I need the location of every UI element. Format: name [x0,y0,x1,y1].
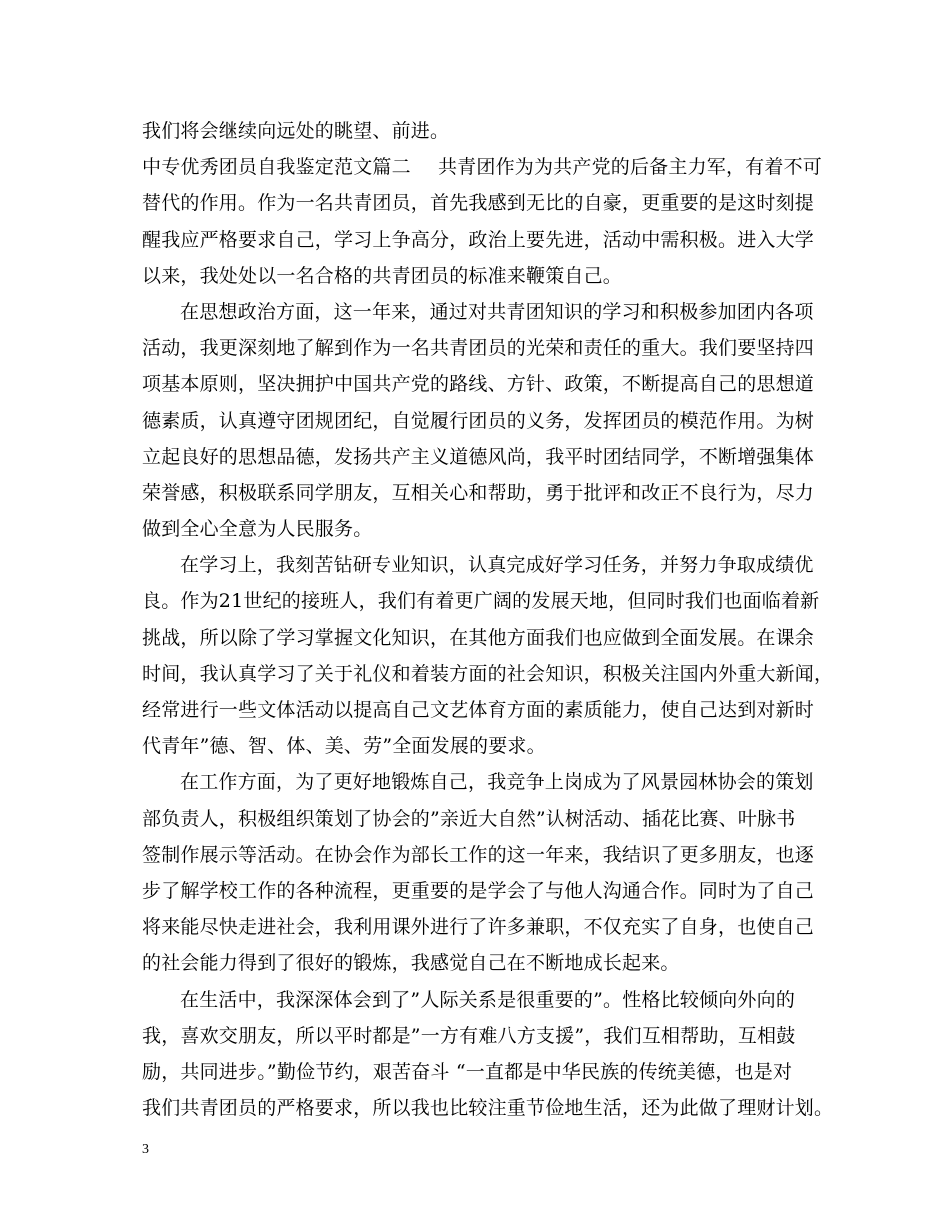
paragraph-5-line-1: 在生活中，我深深体会到了”人际关系是很重要的”。性格比较倾向外向的 [180,988,796,1011]
paragraph-4-line-5: 将来能尽快走进社会，我利用课外进行了许多兼职，不仅充实了自身，也使自己 [142,916,815,939]
paragraph-2-line-6: 荣誉感，积极联系同学朋友，互相关心和帮助，勇于批评和改正不良行为，尽力 [142,481,815,504]
intro-line: 我们将会继续向远处的眺望、前进。 [142,120,450,142]
paragraph-3-line-1: 在学习上，我刻苦钻研专业知识，认真完成好学习任务，并努力争取成绩优 [180,554,814,577]
document-body [142,113,834,1126]
paragraph-4-line-3: 签制作展示等活动。在协会作为部长工作的这一年来，我结识了更多朋友，也逐 [142,843,815,866]
paragraph-2-line-3: 项基本原则，坚决拥护中国共产党的路线、方针、政策，不断提高自己的思想道 [142,373,815,396]
paragraph-2-line-5: 立起良好的思想品德，发扬共产主义道德风尚，我平时团结同学，不断增强集体 [142,445,815,468]
paragraph-1-line-3: 醒我应严格要求自己，学习上争高分，政治上要先进，活动中需积极。进入大学 [142,228,815,251]
paragraph-1-line-1: 共青团作为为共产党的后备主力军，有着不可 [437,156,822,179]
paragraph-4-line-4: 步了解学校工作的各种流程，更重要的是学会了与他人沟通合作。同时为了自己 [142,879,815,902]
paragraph-3-line-2: 良。作为21世纪的接班人，我们有着更广阔的发展天地，但同时我们也面临着新 [142,590,820,613]
paragraph-1-line-2: 替代的作用。作为一名共青团员，首先我感到无比的自豪，更重要的是这时刻提 [142,192,815,215]
paragraph-2-line-7: 做到全心全意为人民服务。 [142,518,373,541]
paragraph-2-line-2: 活动，我更深刻地了解到作为一名共青团员的光荣和责任的重大。我们要坚持四 [142,337,815,360]
paragraph-2-line-1: 在思想政治方面，这一年来，通过对共青团知识的学习和积极参加团内各项 [180,300,814,323]
paragraph-3-line-3: 挑战，所以除了学习掌握文化知识，在其他方面我们也应做到全面发展。在课余 [142,626,815,649]
paragraph-3-line-5: 经常进行一些文体活动以提高自己文艺体育方面的素质能力，使自己达到对新时 [142,699,815,721]
paragraph-2-line-4: 德素质，认真遵守团规团纪，自觉履行团员的义务，发挥团员的模范作用。为树 [142,409,815,432]
paragraph-5-line-4: 我们共青团员的严格要求，所以我也比较注重节俭地生活，还为此做了理财计划。 [142,1097,834,1120]
paragraph-5-line-2: 我，喜欢交朋友，所以平时都是”一方有难八方支援”，我们互相帮助，互相鼓 [142,1024,796,1047]
paragraph-5-line-3: 励，共同进步。”勤俭节约，艰苦奋斗 “一直都是中华民族的传统美德，也是对 [142,1060,793,1083]
section-heading: 中专优秀团员自我鉴定范文篇二 [142,156,411,179]
paragraph-1-line-4: 以来，我处处以一名合格的共青团员的标准来鞭策自己。 [142,264,623,287]
paragraph-3-line-4: 时间，我认真学习了关于礼仪和着装方面的社会知识，积极关注国内外重大新闻， [142,662,834,685]
paragraph-4-line-1: 在工作方面，为了更好地锻炼自己，我竞争上岗成为了风景园林协会的策划 [180,771,814,794]
paragraph-3-line-6: 代青年”德、智、体、美、劳”全面发展的要求。 [142,735,546,758]
paragraph-4-line-6: 的社会能力得到了很好的锻炼，我感觉自己在不断地成长起来。 [142,952,680,975]
page-number: 3 [142,1142,149,1157]
heading-line [142,149,822,185]
paragraph-4-line-2: 部负责人，积极组织策划了协会的”亲近大自然”认树活动、插花比赛、叶脉书 [142,807,796,830]
